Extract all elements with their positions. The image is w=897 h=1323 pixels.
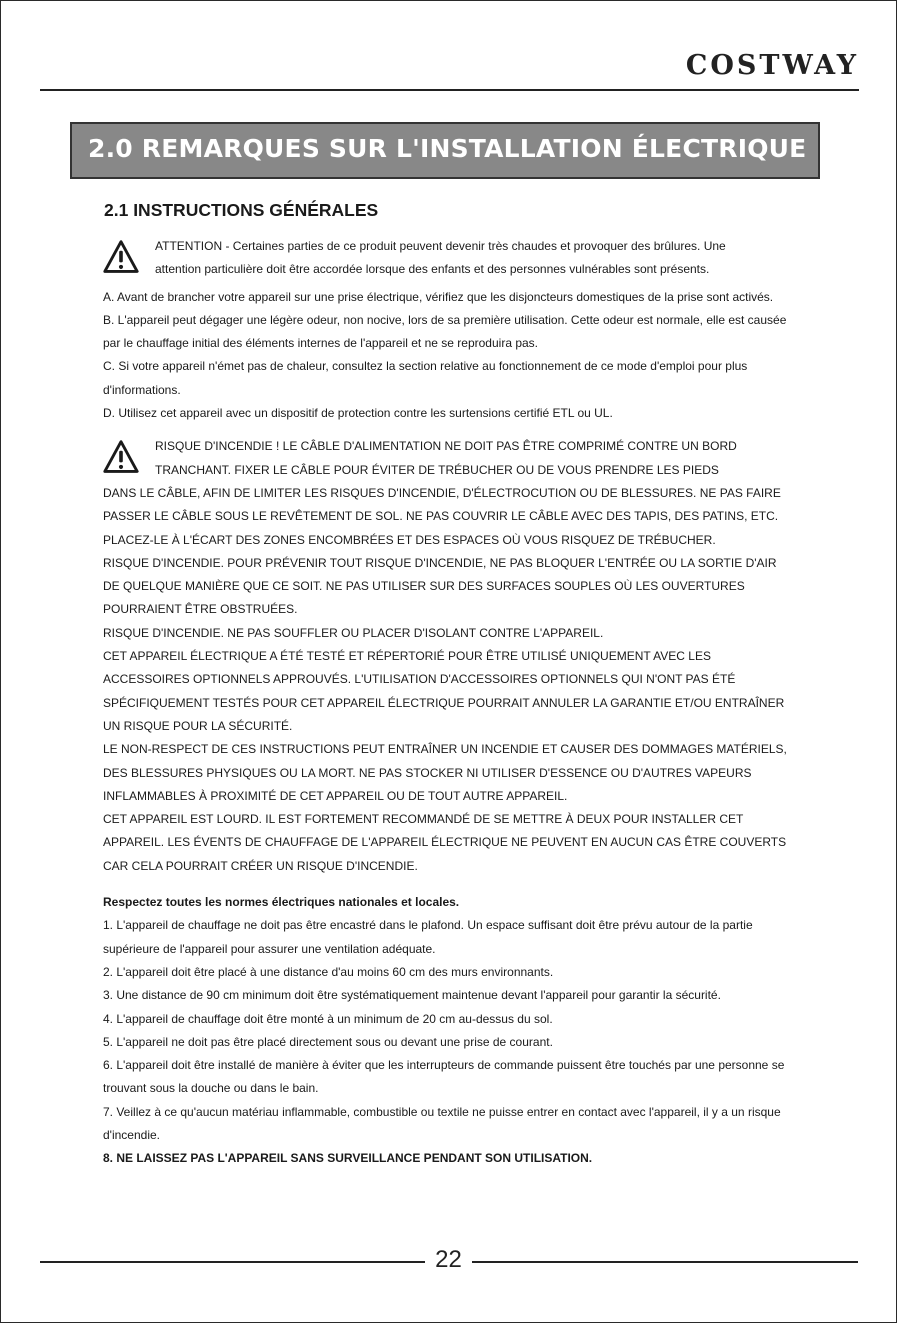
header-rule: [40, 89, 859, 91]
warning-triangle-icon: [103, 239, 139, 275]
norm-item: 1. L'appareil de chauffage ne doit pas être encastré dans le plafond. Un espace suffisant doit être prévu autour de la partie supérieure de l'appareil pour assurer une ventilation adéquate.: [103, 918, 753, 956]
warning-triangle-icon: [103, 439, 139, 475]
spacer: [103, 425, 793, 435]
footer-rule-left: [40, 1261, 425, 1263]
norm-item: 7. Veillez à ce qu'aucun matériau inflammable, combustible ou textile ne puisse entrer en contact avec l'appareil, il y a un risque d'incendie.: [103, 1104, 781, 1142]
fire-warning-paragraph: CET APPAREIL ÉLECTRIQUE A ÉTÉ TESTÉ ET RÉPERTORIÉ POUR ÊTRE UTILISÉ UNIQUEMENT AVEC LES ACCESSOIRES OPTIONNELS APPROUVÉS. L'UTILISATION D'ACCESSOIRES OPTIONNELS QUI N'ONT PAS ÉTÉ SPÉCIFIQUEMENT TESTÉS POUR CET APPAREIL ÉLECTRIQUE POURRAIT ANNULER LA GARANTIE ET/OU ENTRAÎNER UN RISQUE POUR LA SÉCURITÉ.: [103, 649, 785, 733]
fire-warning-rest: DANS LE CÂBLE, AFIN DE LIMITER LES RISQUES D'INCENDIE, D'ÉLECTROCUTION OU DE BLESSURES. NE PAS FAIRE PASSER LE CÂBLE SOUS LE REVÊTEMENT DE SOL. NE PAS COUVRIR LE CÂBLE AVEC DES TAPIS, DES PATINS, ETC. PLACEZ-LE À L'ÉCART DES ZONES ENCOMBRÉES ET DES ESPACES OÙ VOUS RISQUEZ DE TRÉBUCHER.: [103, 485, 781, 547]
section-banner: [70, 122, 820, 179]
general-item-c: C. Si votre appareil n'émet pas de chaleur, consultez la section relative au fonctionnement de ce mode d'emploi pour plus d'informations.: [103, 359, 748, 397]
subsection-title: 2.1 INSTRUCTIONS GÉNÉRALES: [104, 200, 379, 220]
general-item-b: B. L'appareil peut dégager une légère odeur, non nocive, lors de sa première utilisation. Cette odeur est normale, elle est causée par le chauffage initial des éléments internes de l'appareil et ne se reproduira pas.: [103, 312, 787, 351]
norm-item: 2. L'appareil doit être placé à une distance d'au moins 60 cm des murs environnants.: [103, 964, 554, 979]
norm-item: 3. Une distance de 90 cm minimum doit être systématiquement maintenue devant l'appareil pour garantir la sécurité.: [103, 988, 721, 1003]
fire-warning-paragraph: RISQUE D'INCENDIE. POUR PRÉVENIR TOUT RISQUE D'INCENDIE, NE PAS BLOQUER L'ENTRÉE OU LA SORTIE D'AIR DE QUELQUE MANIÈRE QUE CE SOIT. NE PAS UTILISER SUR DES SURFACES SOUPLES OÙ LES OUVERTURES POURRAIENT ÊTRE OBSTRUÉES.: [103, 555, 777, 617]
fire-warning-paragraph: CET APPAREIL EST LOURD. IL EST FORTEMENT RECOMMANDÉ DE SE METTRE À DEUX POUR INSTALLER CET APPAREIL. LES ÉVENTS DE CHAUFFAGE DE L'APPAREIL ÉLECTRIQUE NE PEUVENT EN AUCUN CAS ÊTRE COUVERTS CAR CELA POURRAIT CRÉER UN RISQUE D'INCENDIE.: [103, 812, 787, 873]
page-number: 22: [435, 1246, 462, 1273]
fire-warning-line: RISQUE D'INCENDIE ! LE CÂBLE D'ALIMENTATION NE DOIT PAS ÊTRE COMPRIMÉ CONTRE UN BORD: [155, 439, 737, 454]
content-body: [103, 235, 793, 1171]
fire-warning-line: TRANCHANT. FIXER LE CÂBLE POUR ÉVITER DE TRÉBUCHER OU DE VOUS PRENDRE LES PIEDS: [155, 462, 719, 477]
attention-block: [103, 235, 793, 282]
general-item-a: A. Avant de brancher votre appareil sur une prise électrique, vérifiez que les disjoncteurs domestiques de la prise sont activés.: [103, 289, 774, 304]
attention-line: attention particulière doit être accordée lorsque des enfants et des personnes vulnérables sont présents.: [155, 262, 710, 277]
norm-item: 6. L'appareil doit être installé de manière à éviter que les interrupteurs de commande puissent être touchés par une personne se trouvant sous la douche ou dans le bain.: [103, 1058, 785, 1096]
brand-logo: COSTWAY: [685, 50, 859, 81]
section-title: 2.0 REMARQUES SUR L'INSTALLATION ÉLECTRIQUE: [88, 134, 807, 163]
general-item-d: D. Utilisez cet appareil avec un dispositif de protection contre les surtensions certifié ETL ou UL.: [103, 406, 613, 421]
spacer: [103, 878, 793, 891]
fire-warning-paragraph: RISQUE D'INCENDIE. NE PAS SOUFFLER OU PLACER D'ISOLANT CONTRE L'APPAREIL.: [103, 625, 604, 640]
attention-line: ATTENTION - Certaines parties de ce produit peuvent devenir très chaudes et provoquer des brûlures. Une: [155, 239, 726, 253]
norm-item: 5. L'appareil ne doit pas être placé directement sous ou devant une prise de courant.: [103, 1034, 553, 1049]
norm-item: 4. L'appareil de chauffage doit être monté à un minimum de 20 cm au-dessus du sol.: [103, 1011, 553, 1026]
fire-warning-block: [103, 435, 793, 482]
norms-heading: Respectez toutes les normes électriques nationales et locales.: [103, 895, 460, 910]
norm-item-final: 8. NE LAISSEZ PAS L'APPAREIL SANS SURVEILLANCE PENDANT SON UTILISATION.: [103, 1151, 593, 1166]
footer-rule-right: [472, 1261, 858, 1263]
fire-warning-paragraph: LE NON-RESPECT DE CES INSTRUCTIONS PEUT ENTRAÎNER UN INCENDIE ET CAUSER DES DOMMAGES MATÉRIELS, DES BLESSURES PHYSIQUES OU LA MORT. NE PAS STOCKER NI UTILISER D'ESSENCE OU D'AUTRES VAPEURS INFLAMMABLES À PROXIMITÉ DE CET APPAREIL OU DE TOUT AUTRE APPAREIL.: [103, 742, 787, 803]
